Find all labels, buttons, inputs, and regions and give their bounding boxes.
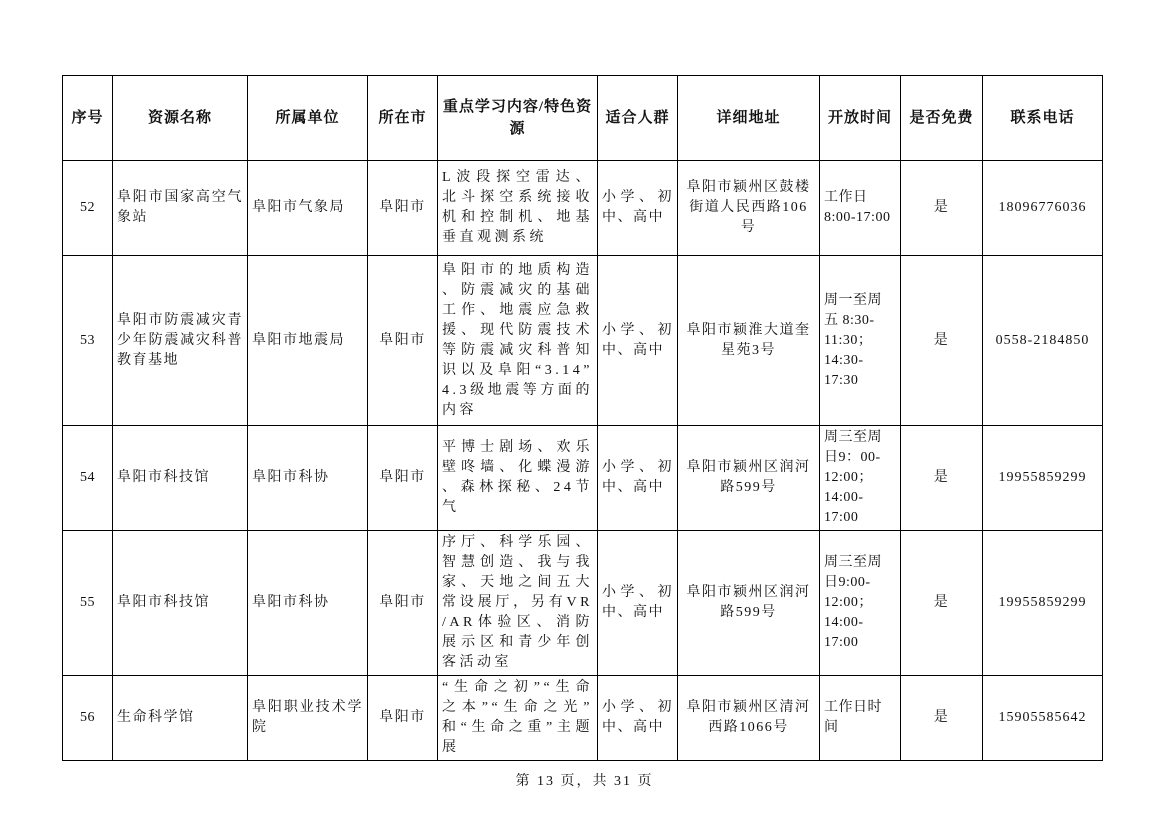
cell-unit: 阜阳市气象局 (248, 161, 368, 256)
cell-free: 是 (901, 531, 983, 676)
table-header-row (63, 76, 1103, 161)
cell-hours: 工作日时间 (820, 676, 901, 761)
cell-resource-name: 生命科学馆 (113, 676, 248, 761)
cell-content: 平博士剧场、欢乐壁咚墙、化蝶漫游、森林探秘、24节气 (438, 426, 598, 531)
cell-serial: 54 (63, 426, 113, 531)
cell-hours: 周三至周日9:00-12:00；14:00-17:00 (820, 531, 901, 676)
cell-resource-name: 阜阳市科技馆 (113, 426, 248, 531)
cell-content: “生命之初”“生命之本”“生命之光”和“生命之重”主题展 (438, 676, 598, 761)
col-header-index: 序号 (63, 76, 113, 161)
col-header-phone: 联系电话 (983, 76, 1103, 161)
cell-unit: 阜阳市科协 (248, 531, 368, 676)
cell-serial: 56 (63, 676, 113, 761)
cell-audience: 小学、初中、高中 (598, 161, 678, 256)
cell-audience: 小学、初中、高中 (598, 426, 678, 531)
cell-free: 是 (901, 256, 983, 426)
cell-phone: 19955859299 (983, 531, 1103, 676)
table-row (63, 256, 1103, 426)
cell-hours: 周一至周五 8:30-11:30；14:30-17:30 (820, 256, 901, 426)
col-header-content: 重点学习内容/特色资源 (438, 76, 598, 161)
col-header-audience: 适合人群 (598, 76, 678, 161)
cell-resource-name: 阜阳市国家高空气象站 (113, 161, 248, 256)
cell-unit: 阜阳职业技术学院 (248, 676, 368, 761)
cell-city: 阜阳市 (368, 256, 438, 426)
col-header-resource-name: 资源名称 (113, 76, 248, 161)
cell-phone: 15905585642 (983, 676, 1103, 761)
cell-city: 阜阳市 (368, 426, 438, 531)
cell-serial: 55 (63, 531, 113, 676)
col-header-city: 所在市 (368, 76, 438, 161)
cell-content: 序厅、科学乐园、智慧创造、我与我家、天地之间五大常设展厅，另有VR/AR体验区、消防展示区和青少年创客活动室 (438, 531, 598, 676)
cell-address: 阜阳市颍州区润河路599号 (678, 426, 820, 531)
col-header-address: 详细地址 (678, 76, 820, 161)
table-row (63, 676, 1103, 761)
cell-phone: 18096776036 (983, 161, 1103, 256)
cell-unit: 阜阳市科协 (248, 426, 368, 531)
cell-hours: 工作日 8:00-17:00 (820, 161, 901, 256)
cell-city: 阜阳市 (368, 676, 438, 761)
cell-hours: 周三至周日9：00-12:00；14:00-17:00 (820, 426, 901, 531)
cell-audience: 小学、初中、高中 (598, 256, 678, 426)
cell-address: 阜阳市颍州区润河路599号 (678, 531, 820, 676)
cell-free: 是 (901, 676, 983, 761)
col-header-unit: 所属单位 (248, 76, 368, 161)
cell-address: 阜阳市颍州区清河西路1066号 (678, 676, 820, 761)
cell-audience: 小学、初中、高中 (598, 531, 678, 676)
cell-audience: 小学、初中、高中 (598, 676, 678, 761)
cell-phone: 0558-2184850 (983, 256, 1103, 426)
resource-table (62, 75, 1103, 761)
cell-unit: 阜阳市地震局 (248, 256, 368, 426)
table-row (63, 426, 1103, 531)
col-header-free: 是否免费 (901, 76, 983, 161)
cell-city: 阜阳市 (368, 531, 438, 676)
cell-resource-name: 阜阳市科技馆 (113, 531, 248, 676)
cell-city: 阜阳市 (368, 161, 438, 256)
cell-free: 是 (901, 426, 983, 531)
cell-resource-name: 阜阳市防震减灾青少年防震减灾科普教育基地 (113, 256, 248, 426)
cell-free: 是 (901, 161, 983, 256)
cell-content: L波段探空雷达、北斗探空系统接收机和控制机、地基垂直观测系统 (438, 161, 598, 256)
cell-content: 阜阳市的地质构造、防震减灾的基础工作、地震应急救援、现代防震技术等防震减灾科普知识以及阜阳“3.14”4.3级地震等方面的内容 (438, 256, 598, 426)
table-row (63, 161, 1103, 256)
cell-phone: 19955859299 (983, 426, 1103, 531)
cell-serial: 53 (63, 256, 113, 426)
page-footer: 第 13 页，共 31 页 (515, 774, 654, 789)
col-header-hours: 开放时间 (820, 76, 901, 161)
table-row (63, 531, 1103, 676)
cell-serial: 52 (63, 161, 113, 256)
cell-address: 阜阳市颍淮大道奎星苑3号 (678, 256, 820, 426)
cell-address: 阜阳市颍州区鼓楼街道人民西路106号 (678, 161, 820, 256)
